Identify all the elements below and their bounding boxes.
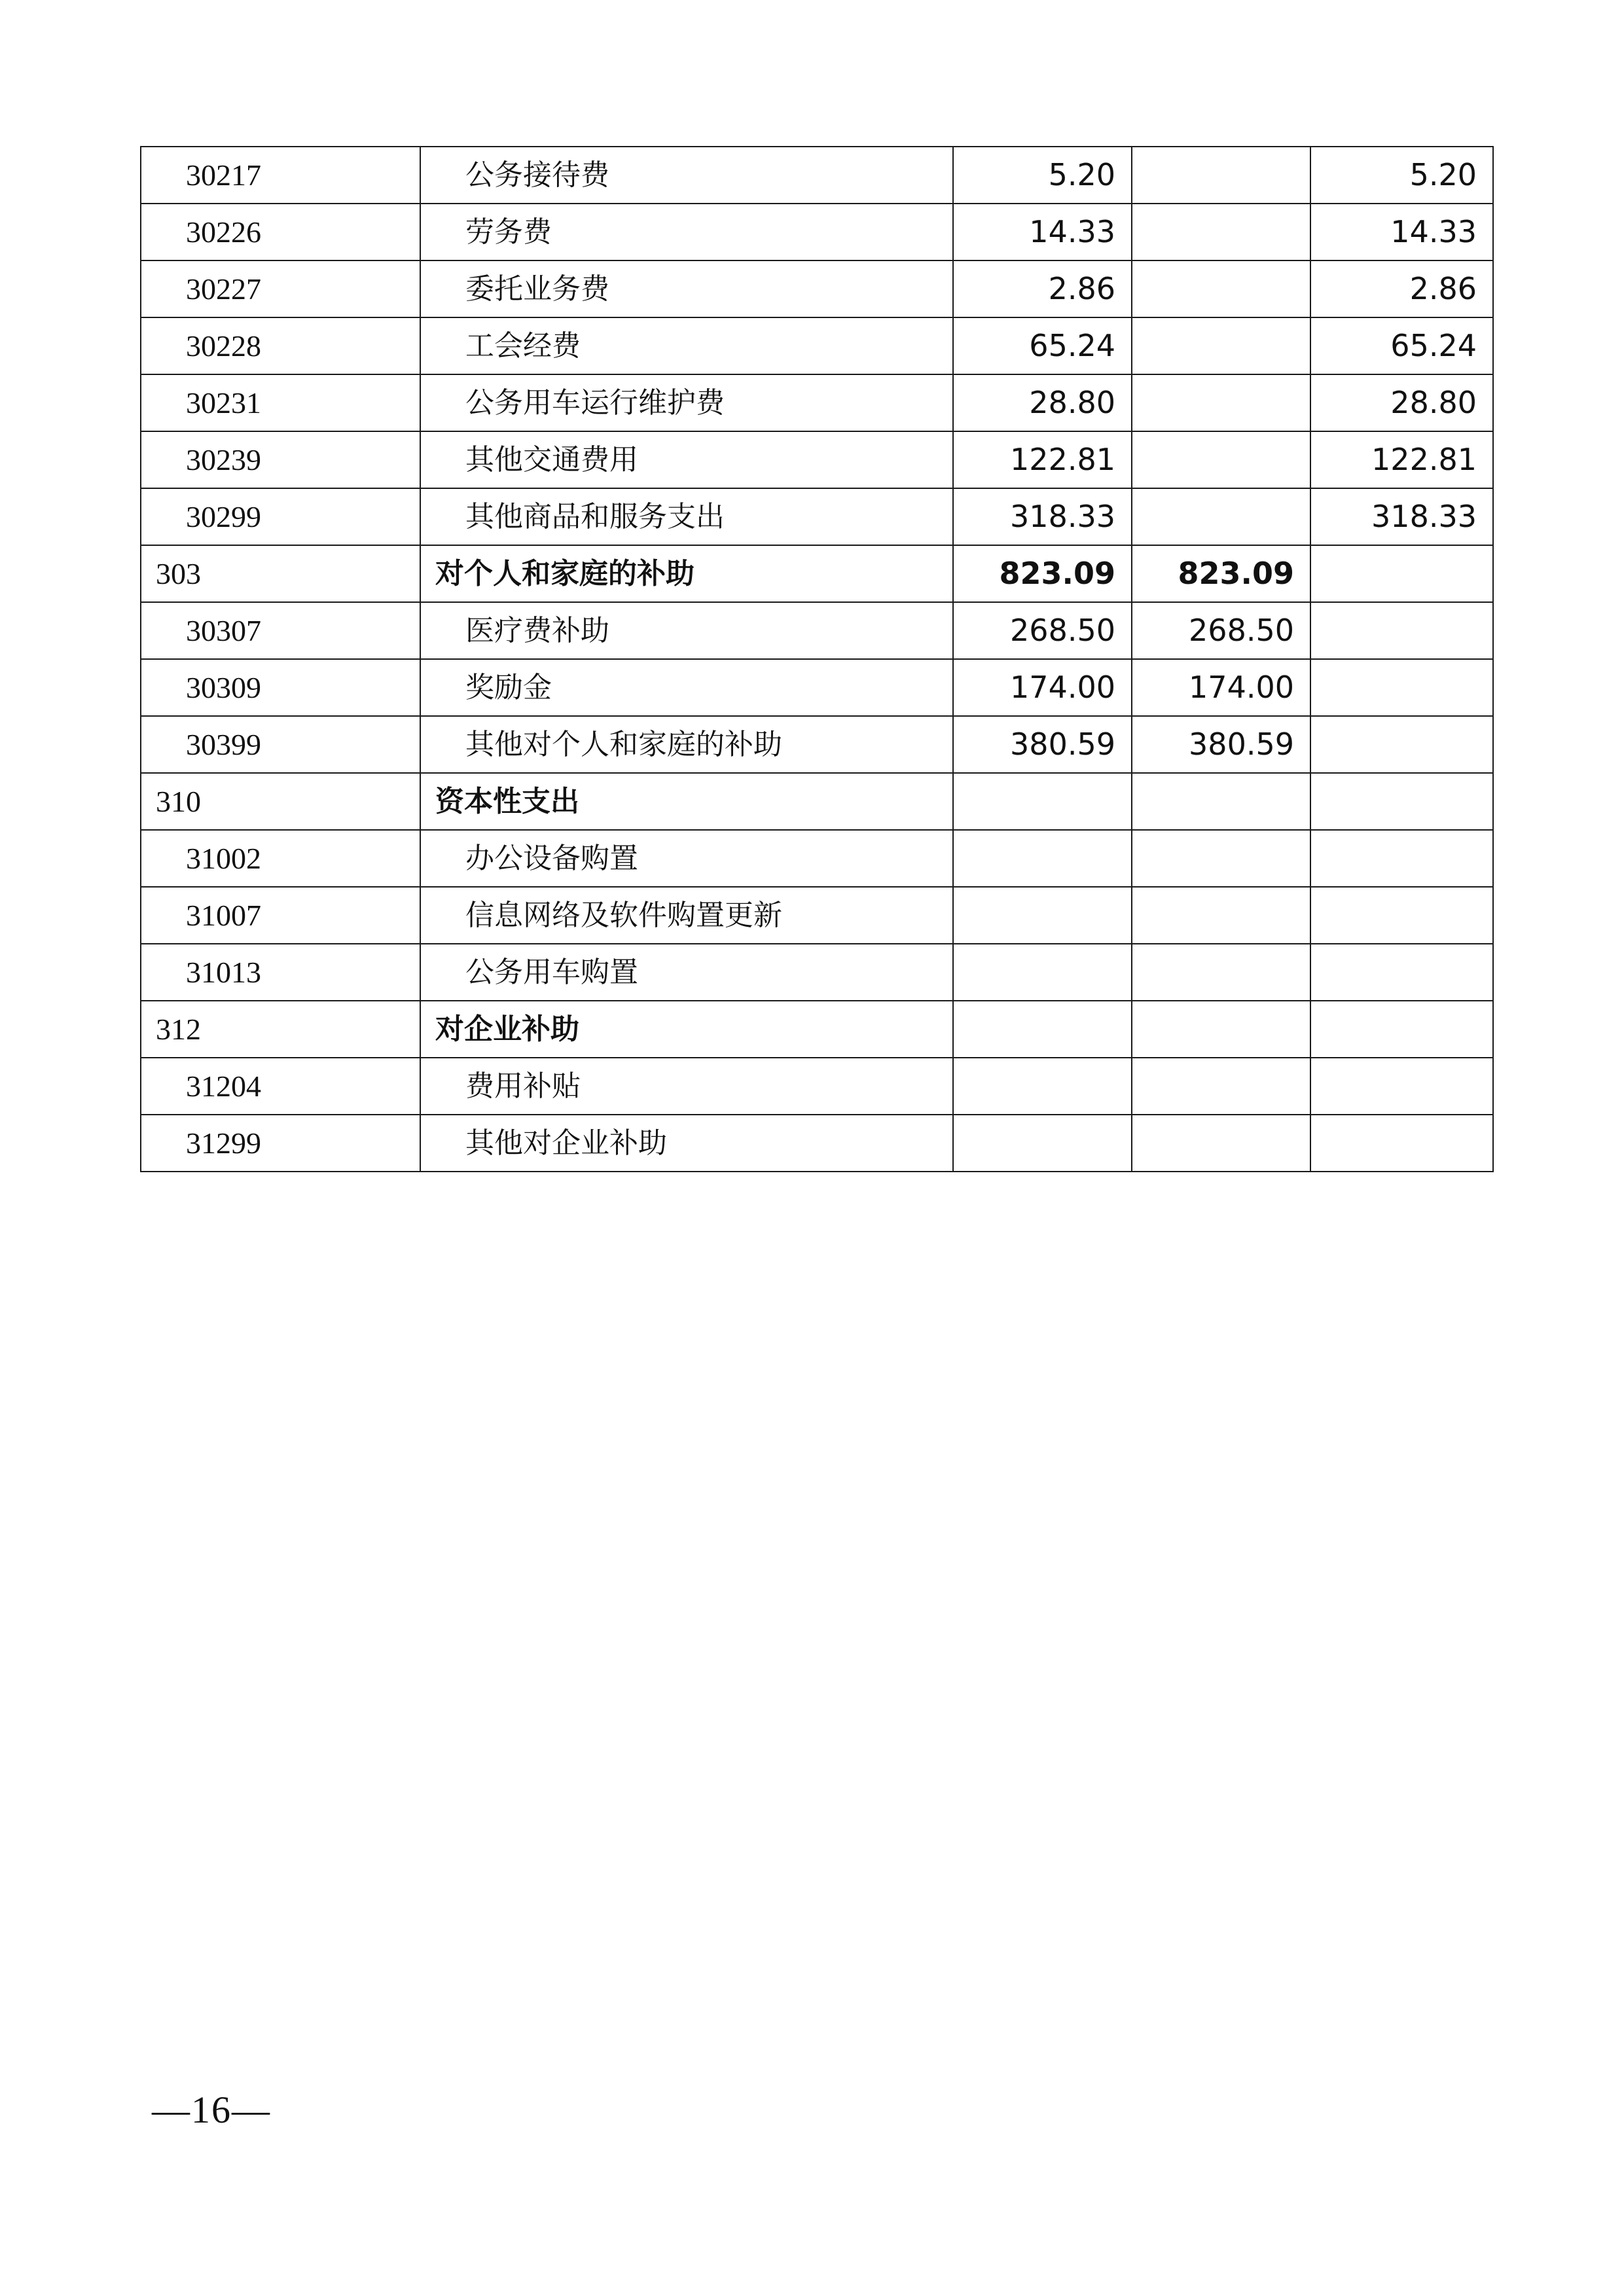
- item-name: 费用补贴: [420, 1058, 953, 1115]
- economic-code: 312: [141, 1001, 420, 1058]
- item-name: 资本性支出: [420, 773, 953, 830]
- item-name: 其他商品和服务支出: [420, 488, 953, 545]
- total-amount: 122.81: [953, 431, 1132, 488]
- basic-expenditure: [1132, 317, 1310, 374]
- project-expenditure: 2.86: [1310, 260, 1493, 317]
- economic-code: 30226: [141, 204, 420, 260]
- table-body: [141, 147, 1493, 1172]
- basic-expenditure: [1132, 1058, 1310, 1115]
- economic-code: 310: [141, 773, 420, 830]
- economic-code: 31013: [141, 944, 420, 1001]
- basic-expenditure: [1132, 260, 1310, 317]
- total-amount: 14.33: [953, 204, 1132, 260]
- item-name: 公务接待费: [420, 147, 953, 204]
- total-amount: 268.50: [953, 602, 1132, 659]
- economic-code: 31299: [141, 1115, 420, 1172]
- table-row: [141, 659, 1493, 716]
- item-name: 其他交通费用: [420, 431, 953, 488]
- economic-code: 31204: [141, 1058, 420, 1115]
- basic-expenditure: 268.50: [1132, 602, 1310, 659]
- project-expenditure: 28.80: [1310, 374, 1493, 431]
- basic-expenditure: [1132, 830, 1310, 887]
- total-amount: [953, 944, 1132, 1001]
- project-expenditure: 5.20: [1310, 147, 1493, 204]
- economic-code: 30227: [141, 260, 420, 317]
- project-expenditure: [1310, 659, 1493, 716]
- item-name: 其他对个人和家庭的补助: [420, 716, 953, 773]
- item-name: 其他对企业补助: [420, 1115, 953, 1172]
- table-row: [141, 830, 1493, 887]
- project-expenditure: 122.81: [1310, 431, 1493, 488]
- table-row: [141, 1115, 1493, 1172]
- table-row: [141, 431, 1493, 488]
- total-amount: 5.20: [953, 147, 1132, 204]
- project-expenditure: 65.24: [1310, 317, 1493, 374]
- project-expenditure: [1310, 773, 1493, 830]
- economic-code: 31007: [141, 887, 420, 944]
- economic-code: 30309: [141, 659, 420, 716]
- project-expenditure: [1310, 1058, 1493, 1115]
- economic-code: 30231: [141, 374, 420, 431]
- economic-code: 30299: [141, 488, 420, 545]
- total-amount: [953, 773, 1132, 830]
- total-amount: 2.86: [953, 260, 1132, 317]
- total-amount: 823.09: [953, 545, 1132, 602]
- project-expenditure: 14.33: [1310, 204, 1493, 260]
- item-name: 工会经费: [420, 317, 953, 374]
- basic-expenditure: [1132, 887, 1310, 944]
- item-name: 奖励金: [420, 659, 953, 716]
- basic-expenditure: [1132, 204, 1310, 260]
- project-expenditure: [1310, 602, 1493, 659]
- total-amount: 65.24: [953, 317, 1132, 374]
- basic-expenditure: [1132, 431, 1310, 488]
- economic-code: 30228: [141, 317, 420, 374]
- total-amount: 28.80: [953, 374, 1132, 431]
- table-row: [141, 944, 1493, 1001]
- item-name: 公务用车运行维护费: [420, 374, 953, 431]
- category-row: [141, 773, 1493, 830]
- table-row: [141, 602, 1493, 659]
- item-name: 委托业务费: [420, 260, 953, 317]
- page-number: —16—: [152, 2089, 271, 2131]
- item-name: 医疗费补助: [420, 602, 953, 659]
- basic-expenditure: [1132, 147, 1310, 204]
- economic-code: 30239: [141, 431, 420, 488]
- table-row: [141, 488, 1493, 545]
- item-name: 对企业补助: [420, 1001, 953, 1058]
- table-row: [141, 887, 1493, 944]
- project-expenditure: [1310, 545, 1493, 602]
- item-name: 信息网络及软件购置更新: [420, 887, 953, 944]
- economic-code: 30399: [141, 716, 420, 773]
- item-name: 办公设备购置: [420, 830, 953, 887]
- project-expenditure: [1310, 716, 1493, 773]
- total-amount: [953, 1058, 1132, 1115]
- item-name: 对个人和家庭的补助: [420, 545, 953, 602]
- economic-code: 30217: [141, 147, 420, 204]
- table-row: [141, 147, 1493, 204]
- item-name: 劳务费: [420, 204, 953, 260]
- basic-expenditure: [1132, 944, 1310, 1001]
- category-row: [141, 545, 1493, 602]
- basic-expenditure: [1132, 488, 1310, 545]
- total-amount: 318.33: [953, 488, 1132, 545]
- basic-expenditure: [1132, 1001, 1310, 1058]
- total-amount: [953, 830, 1132, 887]
- project-expenditure: [1310, 944, 1493, 1001]
- table-row: [141, 716, 1493, 773]
- category-row: [141, 1001, 1493, 1058]
- item-name: 公务用车购置: [420, 944, 953, 1001]
- project-expenditure: [1310, 1115, 1493, 1172]
- table-row: [141, 260, 1493, 317]
- economic-code: 31002: [141, 830, 420, 887]
- basic-expenditure: 174.00: [1132, 659, 1310, 716]
- total-amount: 380.59: [953, 716, 1132, 773]
- basic-expenditure: 823.09: [1132, 545, 1310, 602]
- table-row: [141, 204, 1493, 260]
- basic-expenditure: [1132, 1115, 1310, 1172]
- economic-code: 303: [141, 545, 420, 602]
- basic-expenditure: [1132, 773, 1310, 830]
- basic-expenditure: [1132, 374, 1310, 431]
- expenditure-table: [140, 146, 1494, 1172]
- table-row: [141, 317, 1493, 374]
- project-expenditure: 318.33: [1310, 488, 1493, 545]
- project-expenditure: [1310, 1001, 1493, 1058]
- table-row: [141, 1058, 1493, 1115]
- basic-expenditure: 380.59: [1132, 716, 1310, 773]
- economic-code: 30307: [141, 602, 420, 659]
- total-amount: [953, 1115, 1132, 1172]
- table-row: [141, 374, 1493, 431]
- project-expenditure: [1310, 887, 1493, 944]
- project-expenditure: [1310, 830, 1493, 887]
- total-amount: 174.00: [953, 659, 1132, 716]
- total-amount: [953, 887, 1132, 944]
- total-amount: [953, 1001, 1132, 1058]
